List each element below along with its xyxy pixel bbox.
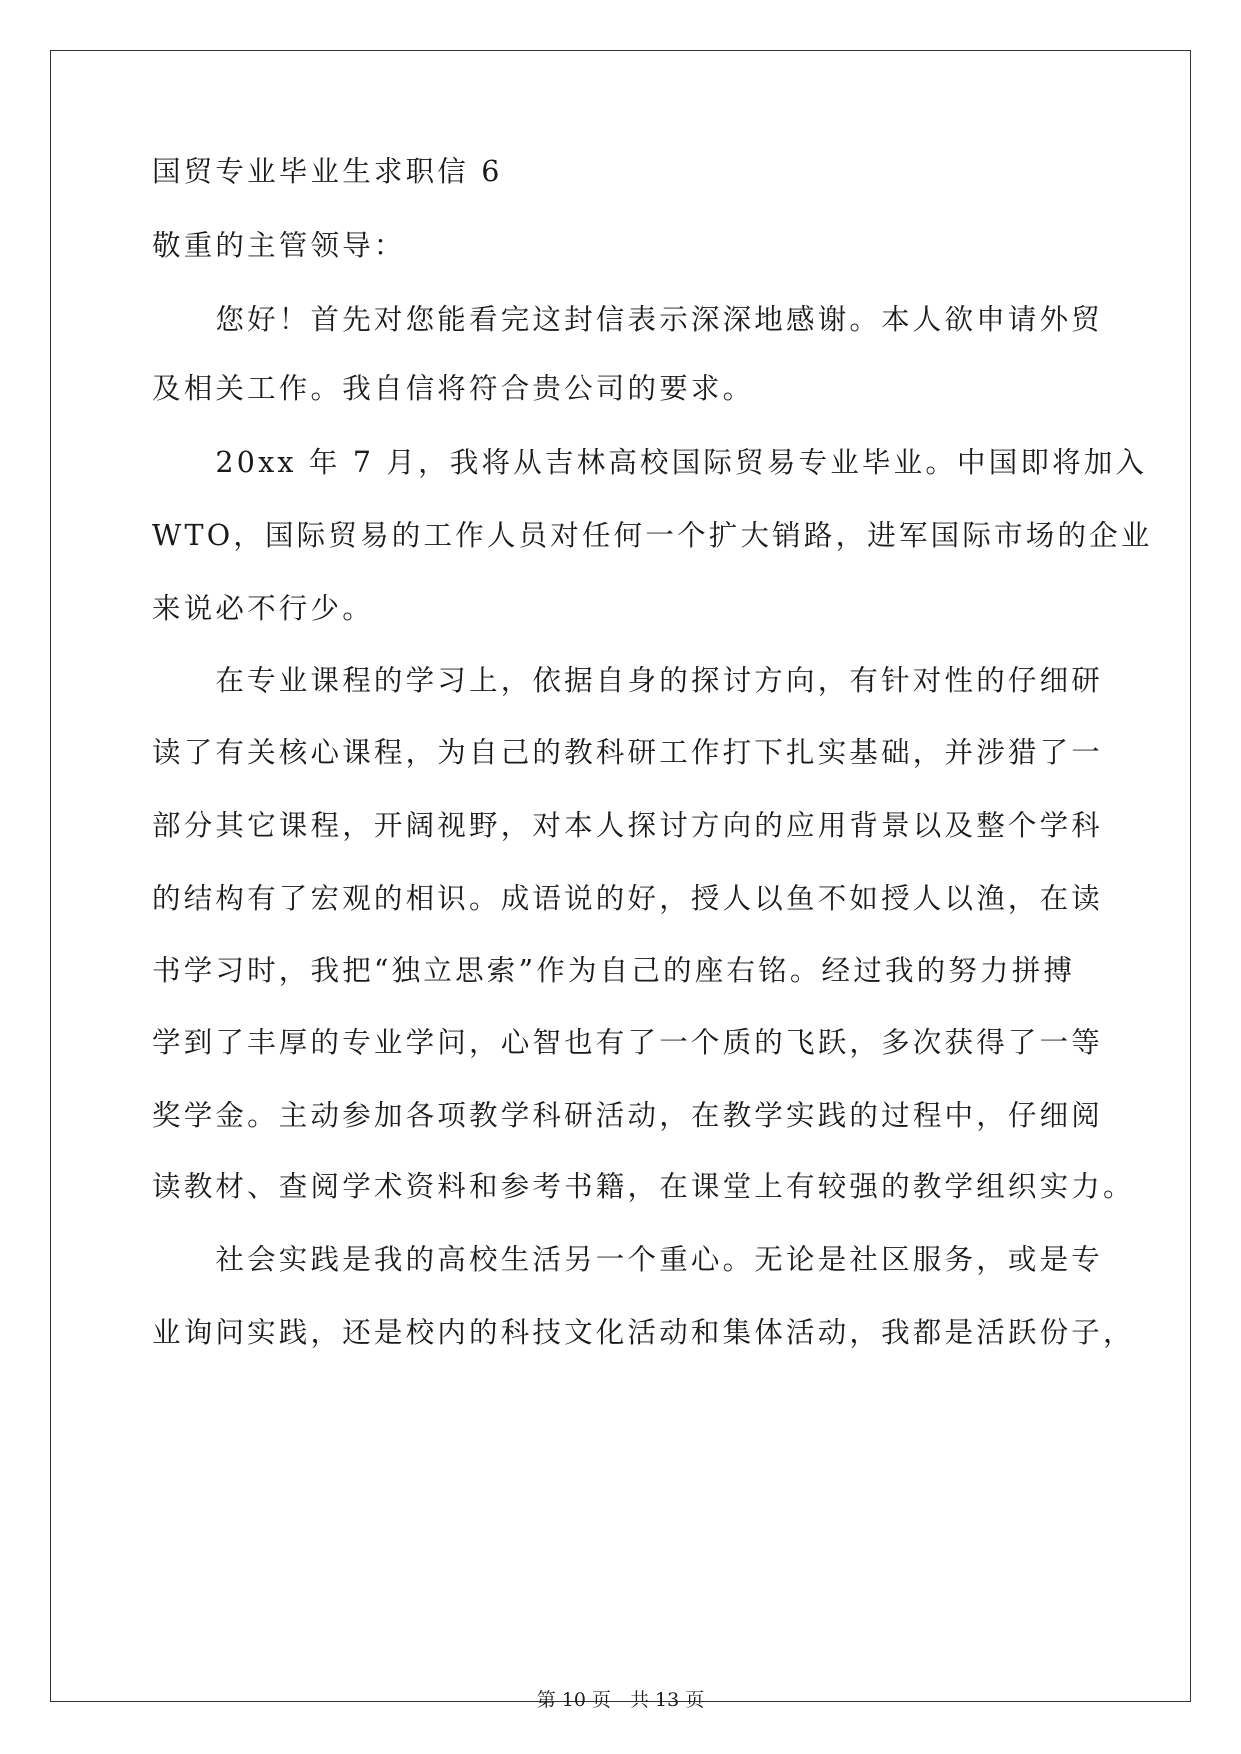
text-line: 读了有关核心课程，为自己的教科研工作打下扎实基础，并涉猎了一 bbox=[152, 736, 1104, 769]
text-line: 学到了丰厚的专业学问，心智也有了一个质的飞跃，多次获得了一等 bbox=[152, 1026, 1104, 1059]
page-border bbox=[50, 50, 1191, 1702]
page-number: 第 10 页 共 13 页 bbox=[536, 1689, 705, 1711]
salutation: 敬重的主管领导： bbox=[152, 229, 406, 262]
document-title: 国贸专业毕业生求职信 6 bbox=[152, 155, 503, 188]
text-line: 部分其它课程，开阔视野，对本人探讨方向的应用背景以及整个学科 bbox=[152, 809, 1104, 842]
text-line: 的结构有了宏观的相识。成语说的好，授人以鱼不如授人以渔，在读 bbox=[152, 882, 1104, 915]
text-line: 社会实践是我的高校生活另一个重心。无论是社区服务，或是专 bbox=[152, 1243, 1104, 1276]
text-line: 业询问实践，还是校内的科技文化活动和集体活动，我都是活跃份子， bbox=[152, 1316, 1135, 1349]
text-line: 您好！首先对您能看完这封信表示深深地感谢。本人欲申请外贸 bbox=[152, 303, 1104, 336]
text-line: 及相关工作。我自信将符合贵公司的要求。 bbox=[152, 372, 755, 405]
text-line: 读教材、查阅学术资料和参考书籍，在课堂上有较强的教学组织实力。 bbox=[152, 1170, 1135, 1203]
text-line: 书学习时，我把“独立思索”作为自己的座右铭。经过我的努力拼搏 bbox=[152, 954, 1076, 987]
text-line: 20xx 年 7 月，我将从吉林高校国际贸易专业毕业。中国即将加入 bbox=[152, 446, 1148, 479]
text-line: 奖学金。主动参加各项教学科研活动，在教学实践的过程中，仔细阅 bbox=[152, 1099, 1104, 1132]
text-line: 在专业课程的学习上，依据自身的探讨方向，有针对性的仔细研 bbox=[152, 664, 1104, 697]
text-line: WTO，国际贸易的工作人员对任何一个扩大销路，进军国际市场的企业 bbox=[152, 519, 1153, 552]
text-line: 来说必不行少。 bbox=[152, 592, 374, 625]
